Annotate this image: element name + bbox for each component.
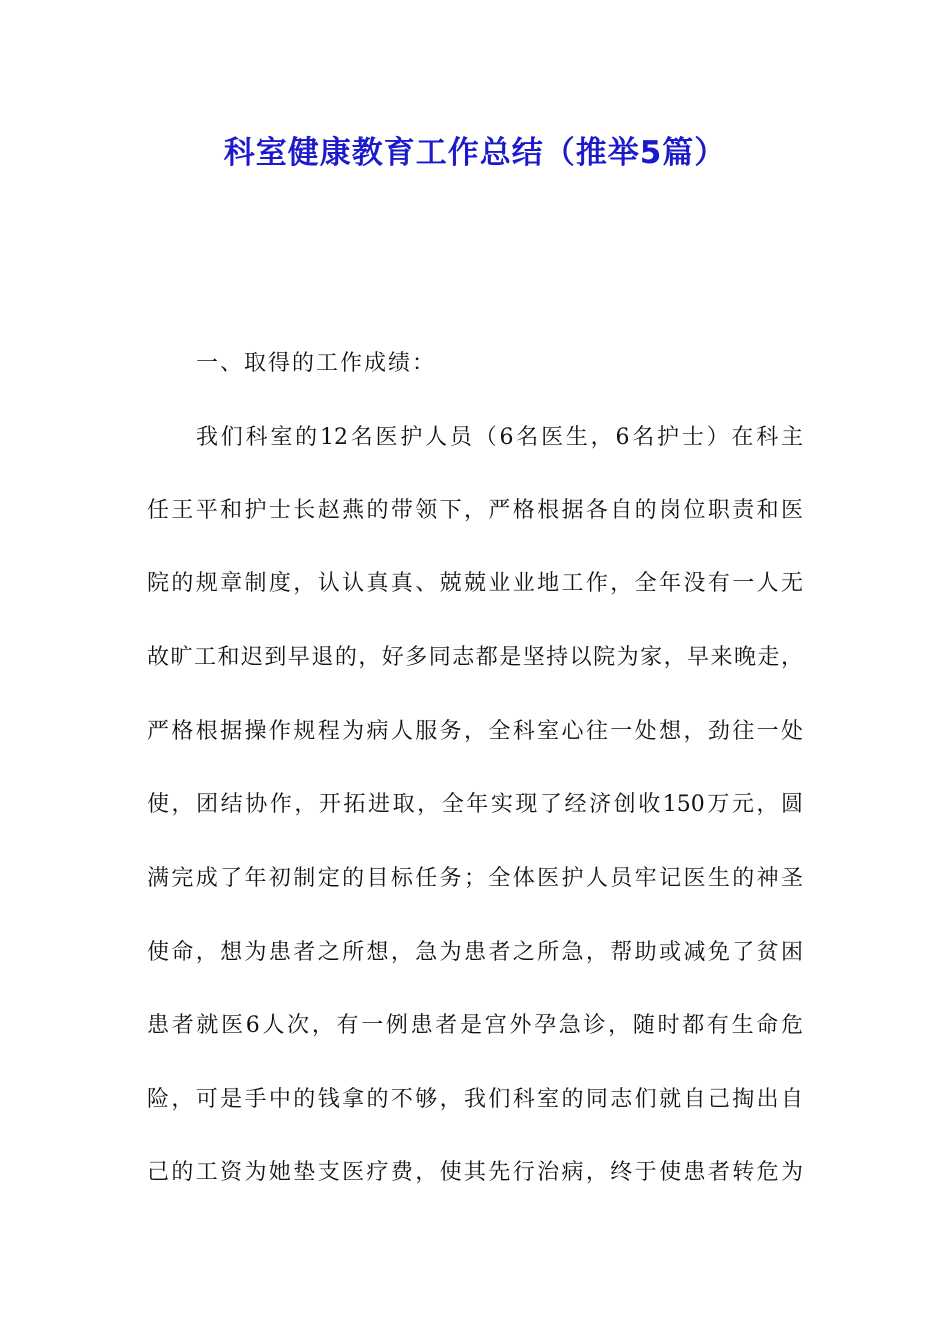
- paragraph-line: 严格根据操作规程为病人服务，全科室心往一处想，劲往一处: [147, 719, 803, 744]
- paragraph-line: 己的工资为她垫支医疗费，使其先行治病，终于使患者转危为: [147, 1160, 803, 1185]
- paragraph-line: 患者就医6人次，有一例患者是宫外孕急诊，随时都有生命危: [147, 1013, 803, 1038]
- paragraph-line: 院的规章制度，认认真真、兢兢业业地工作，全年没有一人无: [147, 571, 803, 596]
- document-title: 科室健康教育工作总结（推举5篇）: [223, 135, 727, 171]
- paragraph-line: 故旷工和迟到早退的，好多同志都是坚持以院为家，早来晚走，: [147, 645, 803, 670]
- paragraph-line: 使命，想为患者之所想，急为患者之所急，帮助或减免了贫困: [147, 940, 803, 965]
- section-heading: 一、取得的工作成绩：: [196, 351, 437, 376]
- paragraph-line: 使，团结协作，开拓进取，全年实现了经济创收150万元，圆: [147, 792, 803, 817]
- paragraph-line: 险，可是手中的钱拿的不够，我们科室的同志们就自己掏出自: [147, 1087, 803, 1112]
- paragraph-line: 满完成了年初制定的目标任务；全体医护人员牢记医生的神圣: [147, 866, 803, 891]
- paragraph-line: 我们科室的12名医护人员（6名医生，6名护士）在科主: [196, 425, 803, 450]
- paragraph-line: 任王平和护士长赵燕的带领下，严格根据各自的岗位职责和医: [147, 498, 803, 523]
